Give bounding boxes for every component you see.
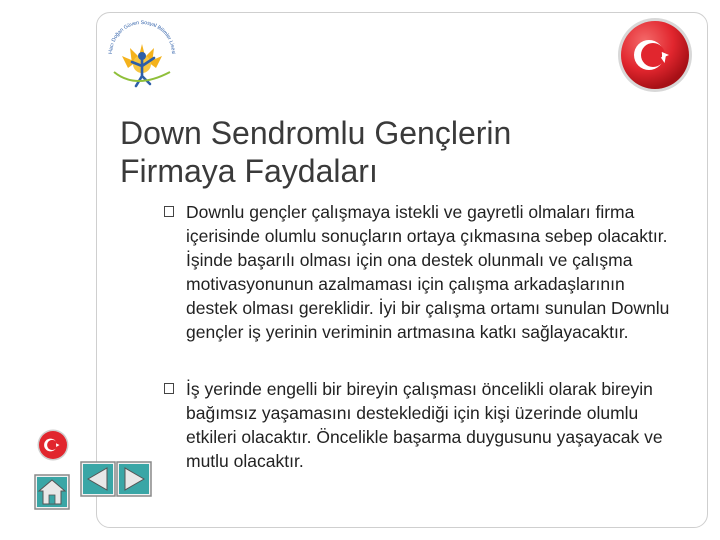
title-line-2: Firmaya Faydaları [120, 153, 378, 189]
bullet-text: İş yerinde engelli bir bireyin çalışması öncelikli olarak bireyin bağımsız yaşamasını desteklediği için kişi üzerinde olumlu etkileri olacaktır. Öncelikle başarma duygusunu yaşayacak ve mutlu olacaktır. [186, 379, 663, 471]
bullet-icon [164, 383, 174, 394]
page-title [120, 114, 640, 190]
next-arrow-icon[interactable] [116, 461, 152, 497]
school-logo [96, 14, 188, 94]
home-icon[interactable] [34, 474, 70, 510]
logo-text: Hacı Doğan Güven Sosyal Bilimler Lisesi [107, 19, 177, 55]
turkish-flag-icon[interactable] [36, 428, 70, 462]
bullet-text: Downlu gençler çalışmaya istekli ve gayretli olmaları firma içerisinde olumlu sonuçların ortaya çıkmasına sebep olacaktır. İşinde başarılı olması için ona destek olunmalı ve çalışma motivasyonunun azalmaması için çalışma arkadaşlarının destek olması gereklidir. İyi bir çalışma ortamı sunulan Downlu gençler iş yerinin veriminin artmasına katkı sağlayacaktır. [186, 202, 670, 342]
prev-arrow-icon[interactable] [80, 461, 116, 497]
bullet-icon [164, 206, 174, 217]
list-item [160, 200, 680, 344]
title-line-1: Down Sendromlu Gençlerin [120, 115, 512, 151]
list-item [160, 377, 680, 473]
turkish-flag-icon [616, 16, 694, 94]
bullet-list [160, 200, 680, 473]
